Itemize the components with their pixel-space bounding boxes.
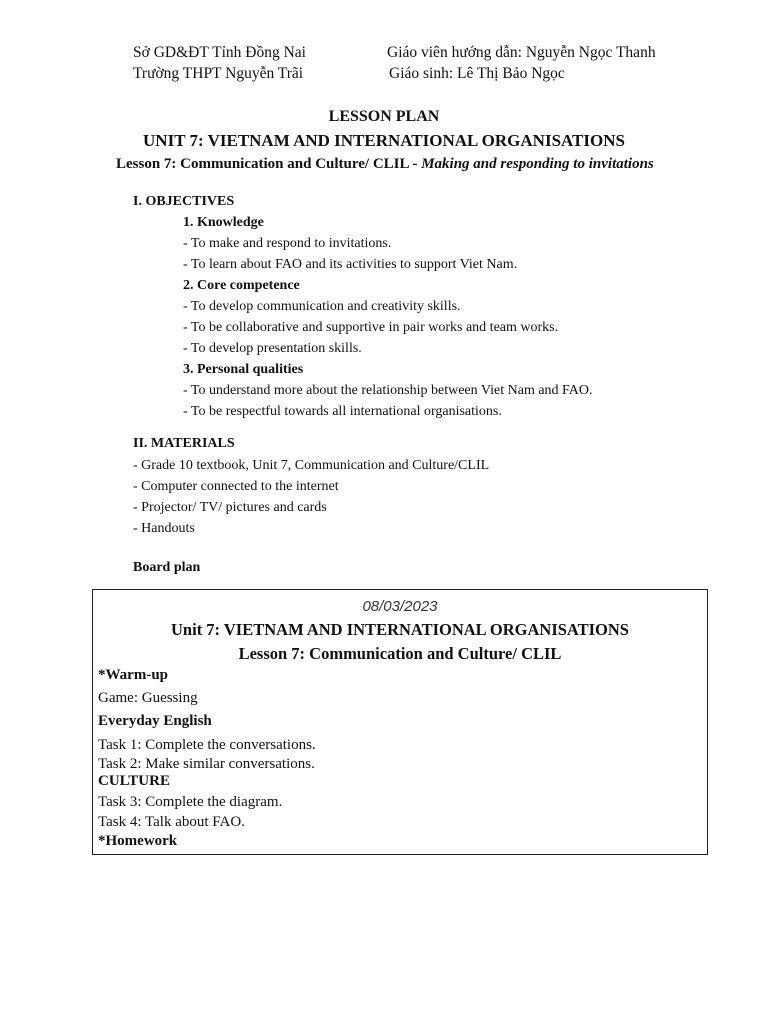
list-item: - Projector/ TV/ pictures and cards — [133, 500, 327, 515]
school-name: Trường THPT Nguyễn Trãi — [133, 65, 304, 82]
objectives-heading: I. OBJECTIVES — [133, 194, 235, 209]
board-plan-date: 08/03/2023 — [362, 598, 438, 615]
materials-list — [133, 455, 489, 539]
lesson-title-prefix: Lesson 7: Communication and Culture/ CLIL - — [116, 156, 422, 172]
board-plan-box — [92, 589, 708, 855]
board-plan-unit: Unit 7: VIETNAM AND INTERNATIONAL ORGANISATIONS — [171, 620, 629, 639]
task-4: Task 4: Talk about FAO. — [98, 814, 245, 830]
qualities-heading: 3. Personal qualities — [183, 362, 304, 377]
competence-heading: 2. Core competence — [183, 278, 300, 293]
knowledge-list — [183, 233, 517, 275]
lesson-title-topic: Making and responding to invitations — [421, 156, 654, 172]
task-3: Task 3: Complete the diagram. — [98, 794, 283, 810]
homework-heading: *Homework — [98, 833, 178, 849]
warmup-heading: *Warm-up — [98, 667, 169, 683]
materials-heading: II. MATERIALS — [133, 436, 235, 451]
task-2: Task 2: Make similar conversations. — [98, 756, 315, 772]
competence-list — [183, 296, 558, 359]
list-item: - To understand more about the relationship between Viet Nam and FAO. — [183, 383, 593, 398]
warmup-game: Game: Guessing — [98, 690, 198, 706]
list-item: - To be collaborative and supportive in pair works and team works. — [183, 320, 559, 335]
culture-heading: CULTURE — [98, 773, 170, 789]
list-item: - To be respectful towards all international organisations. — [183, 404, 502, 419]
task-1: Task 1: Complete the conversations. — [98, 737, 316, 753]
student-teacher-name: Giáo sinh: Lê Thị Bảo Ngọc — [389, 65, 565, 82]
supervisor-name: Giáo viên hướng dẫn: Nguyễn Ngọc Thanh — [387, 44, 656, 61]
knowledge-heading: 1. Knowledge — [183, 215, 264, 230]
list-item: - Computer connected to the internet — [133, 479, 339, 494]
everyday-english-heading: Everyday English — [98, 713, 212, 729]
lesson-title — [116, 156, 654, 173]
lesson-plan-title: LESSON PLAN — [328, 108, 440, 125]
list-item: - Grade 10 textbook, Unit 7, Communication and Culture/CLIL — [133, 458, 490, 473]
department-name: Sở GD&ĐT Tỉnh Đồng Nai — [133, 44, 306, 61]
board-plan-label: Board plan — [133, 560, 201, 575]
list-item: - To develop presentation skills. — [183, 341, 362, 356]
board-plan-lesson: Lesson 7: Communication and Culture/ CLIL — [238, 644, 562, 663]
list-item: - To learn about FAO and its activities to support Viet Nam. — [183, 257, 518, 272]
qualities-list — [183, 380, 593, 422]
list-item: - To make and respond to invitations. — [183, 236, 392, 251]
unit-title: UNIT 7: VIETNAM AND INTERNATIONAL ORGANISATIONS — [143, 131, 625, 150]
list-item: - To develop communication and creativity skills. — [183, 299, 461, 314]
list-item: - Handouts — [133, 521, 195, 536]
